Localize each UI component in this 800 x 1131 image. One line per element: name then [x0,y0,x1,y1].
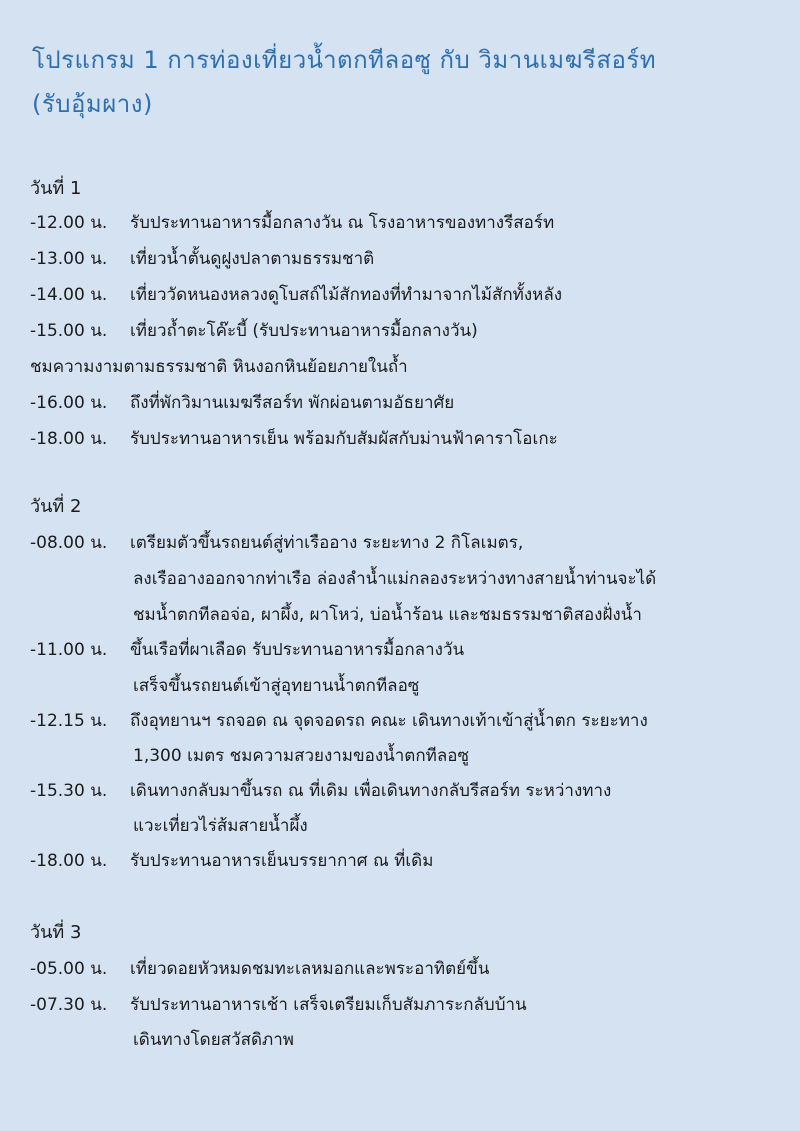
schedule-time: -15.30 น. [30,781,108,801]
schedule-text: รับประทานอาหารเช้า เสร็จเตรียมเก็บสัมภาระกลับบ้าน [130,995,527,1015]
schedule-row [30,277,798,314]
schedule-text: เดินทางกลับมาขึ้นรถ ณ ที่เดิม เพื่อเดินทางกลับรีสอร์ท ระหว่างทาง [130,781,612,801]
schedule-row [30,703,798,740]
schedule-row [30,205,798,242]
schedule-row [30,241,798,278]
schedule-row [30,525,798,562]
schedule-continuation: ลงเรืออางออกจากท่าเรือ ล่องลำน้ำแม่กลองระหว่างทางสายน้ำท่านจะได้ [133,569,657,589]
schedule-time: -14.00 น. [30,285,108,305]
day-2-heading: วันที่ 2 [30,496,82,517]
schedule-text: เที่ยวดอยหัวหมดชมทะเลหมอกและพระอาทิตย์ขึ้น [130,959,490,979]
schedule-text: เที่ยววัดหนองหลวงดูโบสถ์ไม้สักทองที่ทำมาจากไม้สักทั้งหลัง [130,285,563,305]
schedule-text: เที่ยวน้ำตั้นดูฝูงปลาตามธรรมชาติ [130,249,375,269]
schedule-continuation: 1,300 เมตร ชมความสวยงามของน้ำตกทีลอซู [133,746,470,766]
schedule-text: ขึ้นเรือที่ผาเลือด รับประทานอาหารมื้อกลางวัน [130,640,465,660]
schedule-time: -11.00 น. [30,640,108,660]
schedule-time: -18.00 น. [30,429,108,449]
schedule-row [30,632,798,669]
schedule-note: ชมความงามตามธรรมชาติ หินงอกหินย้อยภายในถ้ำ [30,357,408,377]
schedule-time: -12.00 น. [30,213,108,233]
schedule-row [30,421,798,458]
schedule-row [30,987,798,1024]
day-1-heading: วันที่ 1 [30,178,82,199]
schedule-time: -18.00 น. [30,851,108,871]
schedule-text: เตรียมตัวขึ้นรถยนต์สู่ท่าเรืออาง ระยะทาง 2 กิโลเมตร, [130,533,524,553]
title-line-1: โปรแกรม 1 การท่องเที่ยวน้ำตกทีลอซู กับ วิมานเมฆรีสอร์ท [32,46,657,74]
schedule-continuation: เดินทางโดยสวัสดิภาพ [133,1030,294,1050]
schedule-text: ถึงอุทยานฯ รถจอด ณ จุดจอดรถ คณะ เดินทางเท้าเข้าสู่น้ำตก ระยะทาง [130,711,648,731]
schedule-time: -16.00 น. [30,393,108,413]
title-line-2: (รับอุ้มผาง) [32,90,153,118]
schedule-text: เที่ยวถ้ำตะโค๊ะบี้ (รับประทานอาหารมื้อกลางวัน) [130,321,478,341]
day-3-heading: วันที่ 3 [30,922,82,943]
schedule-text: รับประทานอาหารเย็นบรรยากาศ ณ ที่เดิม [130,851,434,871]
schedule-time: -15.00 น. [30,321,108,341]
schedule-row [30,773,798,810]
schedule-time: -05.00 น. [30,959,108,979]
schedule-time: -12.15 น. [30,711,108,731]
schedule-time: -13.00 น. [30,249,108,269]
schedule-text: รับประทานอาหารมื้อกลางวัน ณ โรงอาหารของทางรีสอร์ท [130,213,555,233]
schedule-row [30,843,798,880]
schedule-row [30,385,798,422]
schedule-row [30,313,798,350]
schedule-continuation: เสร็จขึ้นรถยนต์เข้าสู่อุทยานน้ำตกทีลอซู [133,676,420,696]
schedule-time: -07.30 น. [30,995,108,1015]
schedule-continuation: ชมน้ำตกทีลอจ่อ, ผาผึ้ง, ผาโหว่, บ่อน้ำร้อน และชมธรรมชาติสองฝั่งน้ำ [133,605,642,625]
schedule-text: ถึงที่พักวิมานเมฆรีสอร์ท พักผ่อนตามอัธยาศัย [130,393,455,413]
schedule-text: รับประทานอาหารเย็น พร้อมกับสัมผัสกับม่านฟ้าคาราโอเกะ [130,429,558,449]
page-title [32,38,792,126]
schedule-row [30,951,798,988]
schedule-continuation: แวะเที่ยวไร่ส้มสายน้ำผึ้ง [133,816,308,836]
schedule-time: -08.00 น. [30,533,108,553]
